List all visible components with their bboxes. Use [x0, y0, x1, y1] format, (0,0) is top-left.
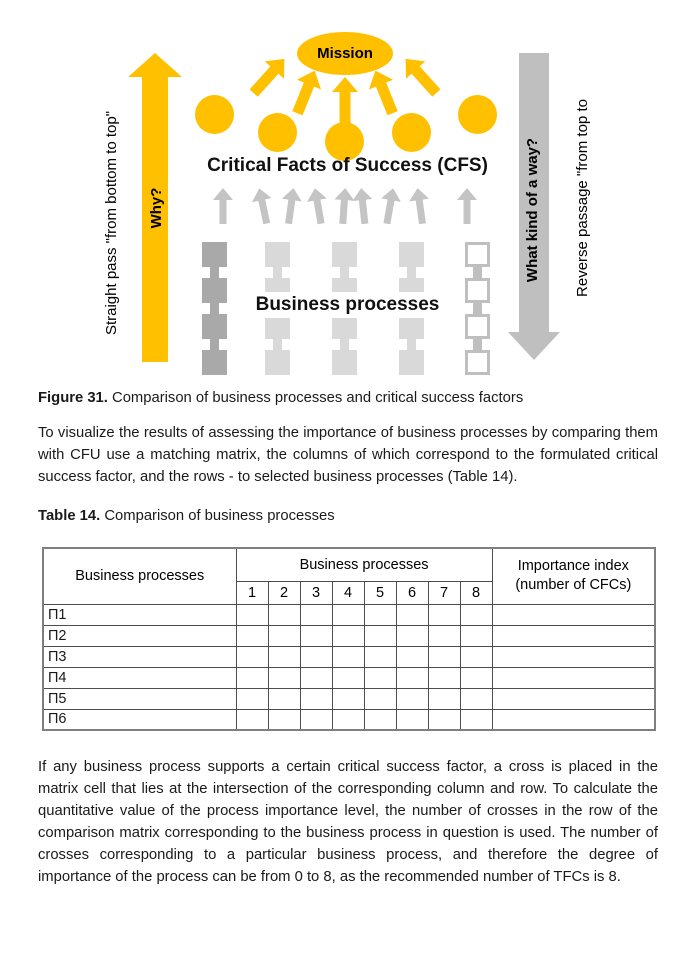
- col-number: 8: [460, 581, 492, 604]
- up-arrow-icon: [285, 66, 326, 118]
- matrix-cell: [332, 625, 364, 646]
- row-label: П2: [43, 625, 236, 646]
- header-business-processes-group: Business processes: [236, 548, 492, 581]
- up-arrow-icon: [408, 187, 433, 225]
- straight-pass-label: Straight pass "from bottom to top": [103, 110, 120, 336]
- matrix-cell: [460, 604, 492, 625]
- row-label: П3: [43, 646, 236, 667]
- up-arrow-icon: [457, 188, 477, 224]
- matrix-cell: [332, 604, 364, 625]
- up-arrow-icon: [213, 188, 233, 224]
- matrix-cell: [428, 625, 460, 646]
- col-number: 4: [332, 581, 364, 604]
- row-label: П6: [43, 709, 236, 730]
- matrix-cell: [396, 646, 428, 667]
- matrix-cell: [300, 709, 332, 730]
- matrix-cell: [460, 709, 492, 730]
- up-arrow-icon: [279, 187, 304, 225]
- matrix-cell: [300, 667, 332, 688]
- matrix-cell: [268, 688, 300, 709]
- figure-caption: [38, 388, 658, 408]
- matrix-cell: [268, 646, 300, 667]
- matrix-cell: [364, 667, 396, 688]
- matrix-cell: [236, 625, 268, 646]
- header-business-processes: Business processes: [43, 548, 236, 604]
- matrix-cell: [268, 709, 300, 730]
- row-label: П5: [43, 688, 236, 709]
- col-number: 1: [236, 581, 268, 604]
- matrix-cell: [300, 625, 332, 646]
- importance-cell: [492, 625, 655, 646]
- row-label: П1: [43, 604, 236, 625]
- matrix-cell: [428, 667, 460, 688]
- paragraph-2: If any business process supports a certain critical success factor, a cross is placed in the matrix cell that lies at the intersection of the corresponding column and row. To calculate the quantitative value of the process importance level, the number of crosses in the row of the comparison matrix corresponding to the business process in question is used. The number of crosses corresponding to a particular business process, and therefore the degree of importance of the process can be from 0 to 8, as the recommended number of TFCs is 8.: [38, 759, 658, 885]
- matrix-cell: [364, 646, 396, 667]
- matrix-cell: [428, 646, 460, 667]
- matrix-cell: [460, 688, 492, 709]
- matrix-cell: [268, 625, 300, 646]
- up-arrow-icon: [305, 187, 331, 226]
- cfs-circle: [258, 113, 297, 152]
- table-caption: [38, 506, 658, 526]
- table-row: [43, 625, 655, 646]
- figure-caption-prefix: Figure 31.: [38, 390, 108, 406]
- table-row: [43, 667, 655, 688]
- matrix-cell: [300, 688, 332, 709]
- matrix-cell: [460, 625, 492, 646]
- figure-caption-text: Comparison of business processes and critical success factors: [107, 390, 524, 406]
- up-arrow-icon: [244, 50, 294, 102]
- table-row: [43, 646, 655, 667]
- matrix-cell: [428, 688, 460, 709]
- up-arrow-icon: [377, 187, 403, 226]
- row-label: П4: [43, 667, 236, 688]
- matrix-cell: [364, 688, 396, 709]
- matrix-cell: [364, 604, 396, 625]
- matrix-cell: [396, 625, 428, 646]
- importance-cell: [492, 604, 655, 625]
- matrix-cell: [332, 667, 364, 688]
- table-caption-text: Comparison of business processes: [100, 508, 335, 524]
- matrix-cell: [268, 604, 300, 625]
- cfs-label: Critical Facts of Success (CFS): [207, 155, 488, 176]
- importance-cell: [492, 688, 655, 709]
- col-number: 3: [300, 581, 332, 604]
- reverse-passage-label: Reverse passage "from top to: [574, 99, 591, 297]
- cfs-circle: [458, 95, 497, 134]
- up-arrow-icon: [249, 186, 276, 225]
- matrix-cell: [300, 604, 332, 625]
- col-number: 5: [364, 581, 396, 604]
- matrix-cell: [300, 646, 332, 667]
- matrix-cell: [268, 667, 300, 688]
- col-number: 7: [428, 581, 460, 604]
- cfs-circle: [392, 113, 431, 152]
- matrix-cell: [396, 667, 428, 688]
- matrix-cell: [428, 604, 460, 625]
- matrix-cell: [236, 646, 268, 667]
- matrix-cell: [364, 625, 396, 646]
- matrix-cell: [332, 709, 364, 730]
- figure-31-diagram: [0, 20, 695, 378]
- matrix-cell: [460, 646, 492, 667]
- comparison-table: [42, 547, 656, 731]
- col-number: 6: [396, 581, 428, 604]
- matrix-cell: [236, 688, 268, 709]
- what-kind-label: What kind of a way?: [524, 137, 541, 283]
- up-arrow-icon: [396, 50, 446, 102]
- table-row: [43, 688, 655, 709]
- importance-cell: [492, 646, 655, 667]
- cfs-circle: [195, 95, 234, 134]
- matrix-cell: [396, 709, 428, 730]
- table-caption-prefix: Table 14.: [38, 508, 101, 524]
- table-row: [43, 709, 655, 730]
- matrix-cell: [236, 604, 268, 625]
- paragraph-1: To visualize the results of assessing the importance of business processes by comparing them with CFU use a matching matrix, the columns of which correspond to the formulated critical success factor, and the rows - to selected business processes (Table 14).: [38, 425, 658, 485]
- importance-cell: [492, 709, 655, 730]
- mission-ellipse: Mission: [297, 32, 393, 75]
- col-number: 2: [268, 581, 300, 604]
- why-label: Why?: [148, 187, 165, 229]
- matrix-cell: [460, 667, 492, 688]
- matrix-cell: [364, 709, 396, 730]
- up-arrow-icon: [363, 66, 404, 118]
- header-importance-index: Importance index (number of CFCs): [492, 548, 655, 604]
- up-arrow-icon: [332, 77, 358, 123]
- up-arrow-icon: [351, 187, 375, 225]
- matrix-cell: [396, 604, 428, 625]
- matrix-cell: [236, 709, 268, 730]
- matrix-cell: [396, 688, 428, 709]
- matrix-cell: [428, 709, 460, 730]
- matrix-cell: [332, 688, 364, 709]
- importance-cell: [492, 667, 655, 688]
- matrix-cell: [332, 646, 364, 667]
- matrix-cell: [236, 667, 268, 688]
- table-row: [43, 604, 655, 625]
- business-processes-label: Business processes: [0, 292, 695, 318]
